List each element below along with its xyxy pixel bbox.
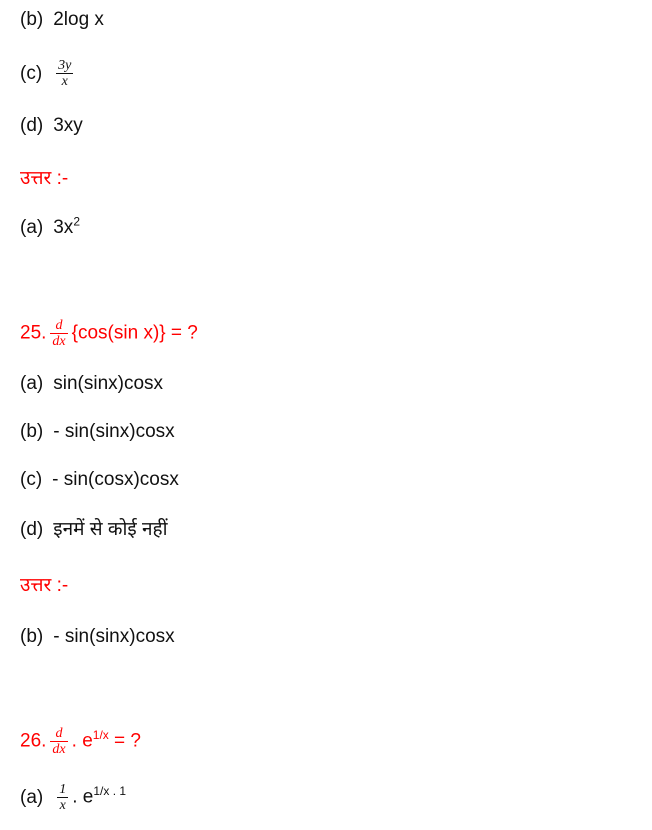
superscript: 1/x (92, 728, 109, 743)
superscript: 2 (73, 214, 80, 229)
fraction-numerator: d (55, 318, 63, 333)
option-d (20, 114, 83, 138)
option-label: (b) (20, 421, 44, 442)
expression-tail: = ? (108, 730, 142, 752)
superscript: 1/x . 1 (93, 784, 127, 799)
answer (20, 625, 175, 649)
answer-heading: उत्तर :- (20, 168, 69, 189)
option-text: sin(sinx)cosx (53, 373, 164, 394)
question-expression: {cos(sin x)} = ? (71, 322, 198, 344)
derivative-fraction (50, 318, 67, 349)
question-number: 26. (20, 730, 47, 752)
option-a (20, 372, 163, 396)
question-number: 25. (20, 322, 47, 344)
fraction (57, 782, 68, 813)
fraction-denominator: x (56, 73, 73, 89)
option-label: (b) (20, 9, 44, 30)
answer-text: - sin(sinx)cosx (53, 626, 175, 647)
expression-base: . e (72, 786, 94, 808)
option-label: (a) (20, 373, 44, 394)
option-text: 2log x (53, 9, 104, 30)
option-text: 3xy (53, 115, 83, 136)
question-26 (20, 726, 141, 757)
fraction-denominator: dx (52, 742, 66, 757)
answer-heading: उत्तर :- (20, 575, 69, 596)
fraction-denominator: x (57, 797, 68, 813)
option-c (20, 468, 179, 492)
option-a (20, 782, 126, 813)
question-25 (20, 318, 198, 349)
answer-text: 3x (53, 217, 74, 238)
option-d (20, 518, 168, 542)
answer-label: (b) (20, 626, 44, 647)
fraction-numerator: 3y (58, 58, 72, 73)
fraction-numerator: 1 (59, 782, 67, 797)
expression-base: . e (71, 730, 93, 752)
option-label: (c) (20, 469, 43, 490)
option-label: (d) (20, 519, 44, 540)
option-text: - sin(cosx)cosx (52, 469, 179, 490)
answer (20, 216, 80, 240)
option-label: (d) (20, 115, 44, 136)
fraction-denominator: dx (52, 334, 66, 349)
option-text: इनमें से कोई नहीं (53, 519, 168, 540)
option-c (20, 58, 77, 89)
option-text: - sin(sinx)cosx (53, 421, 175, 442)
fraction (56, 58, 73, 89)
option-b (20, 420, 175, 444)
answer-label: (a) (20, 217, 44, 238)
option-label: (c) (20, 62, 43, 84)
option-b (20, 8, 104, 32)
derivative-fraction (50, 726, 67, 757)
option-label: (a) (20, 786, 44, 808)
fraction-numerator: d (55, 726, 63, 741)
